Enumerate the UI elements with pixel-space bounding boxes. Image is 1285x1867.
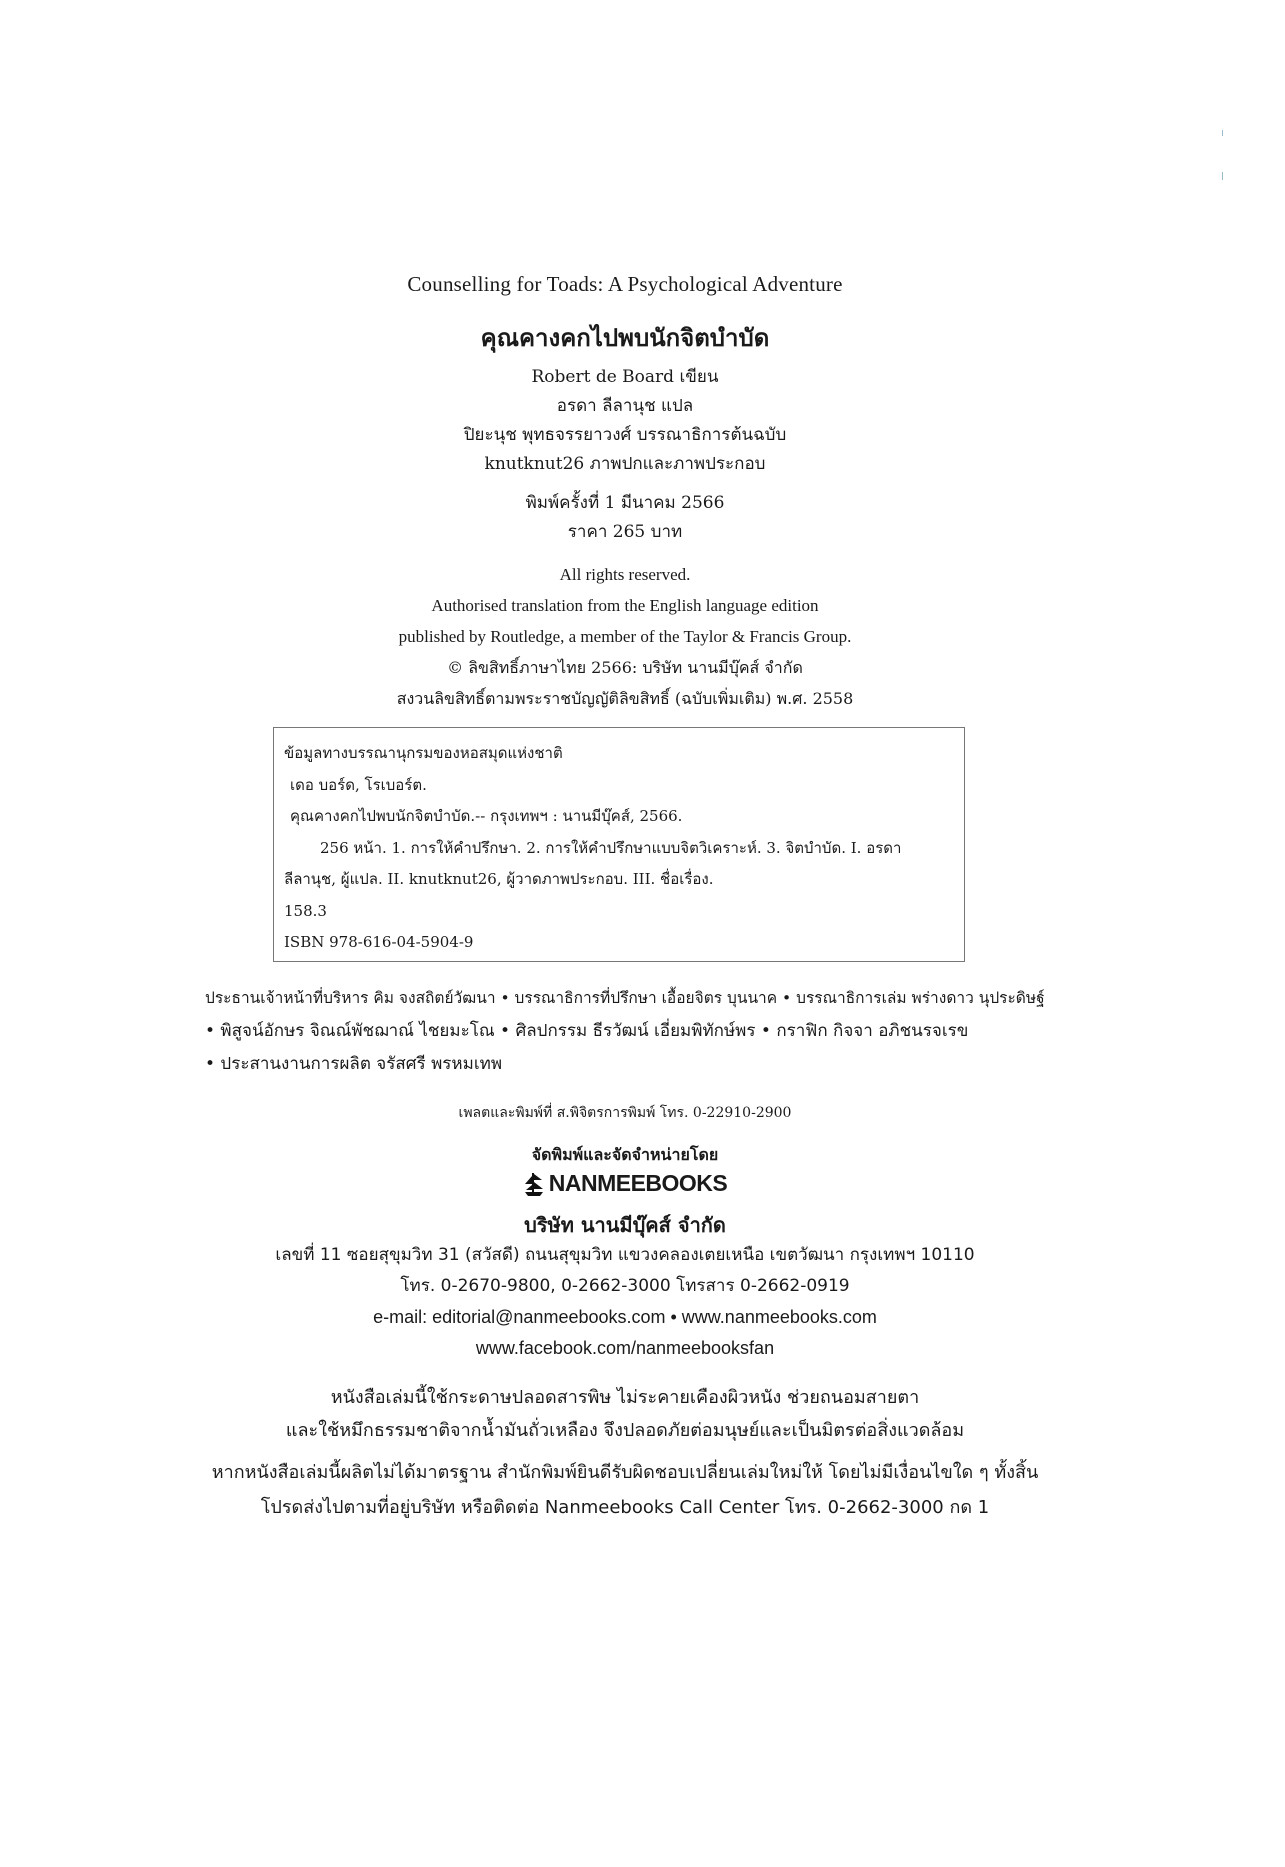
thai-copyright: © ลิขสิทธิ์ภาษาไทย 2566: บริษัท นานมีบุ๊คส์ จำกัด — [447, 658, 803, 677]
cip-subjects: 256 หน้า. 1. การให้คำปรึกษา. 2. การให้คำปรึกษาแบบจิตวิเคราะห์. 3. จิตบำบัด. I. อรดา — [320, 838, 902, 857]
contact-block — [0, 1240, 1250, 1364]
price: ราคา 265 บาท — [567, 522, 683, 542]
thai-title: คุณคางคกไปพบนักจิตบำบัด — [480, 324, 770, 352]
cip-classification: 158.3 — [284, 901, 327, 920]
english-title: Counselling for Toads: A Psychological Adventure — [407, 272, 843, 296]
rights-reserved: All rights reserved. — [559, 565, 691, 584]
ship-logo-icon — [523, 1172, 545, 1196]
cip-isbn: ISBN 978-616-04-5904-9 — [284, 933, 474, 951]
rights-block — [0, 559, 1250, 714]
phone-fax: โทร. 0-2670-9800, 0-2662-3000 โทรสาร 0-2662-0919 — [400, 1276, 850, 1296]
logo-wordmark: NANMEEBOOKS — [548, 1170, 728, 1196]
company-name: บริษัท นานมีบุ๊คส์ จำกัด — [524, 1213, 726, 1237]
credit-translator: อรดา ลีลานุช แปล — [556, 396, 694, 416]
cip-author: เดอ บอร์ด, โรเบอร์ต. — [290, 775, 427, 794]
scan-mark — [1222, 130, 1223, 136]
print-edition: พิมพ์ครั้งที่ 1 มีนาคม 2566 — [525, 493, 725, 513]
paper-note-line: และใช้หมึกธรรมชาติจากน้ำมันถั่วเหลือง จึงปลอดภัยต่อมนุษย์และเป็นมิตรต่อสิ่งแวดล้อม — [285, 1420, 965, 1441]
defect-note-line: หากหนังสือเล่มนี้ผลิตไม่ได้มาตรฐาน สำนักพิมพ์ยินดีรับผิดชอบเปลี่ยนเล่มใหม่ให้ โดยไม่มีเงื่อนไขใด ๆ ทั้งสิ้น — [211, 1462, 1039, 1483]
staff-line: • พิสูจน์อักษร จิณณ์พัชฌาณ์ ไชยมะโณ • ศิลปกรรม ธีรวัฒน์ เอี่ยมพิทักษ์พร • กราฟิก กิจจา อภิชนรจเรข — [205, 1021, 969, 1041]
printer-info: เพลตและพิมพ์ที่ ส.พิจิตรการพิมพ์ โทร. 0-22910-2900 — [458, 1105, 792, 1121]
credit-author: Robert de Board เขียน — [531, 367, 719, 387]
translation-note: Authorised translation from the English language edition — [431, 596, 819, 615]
defect-note — [0, 1455, 1250, 1525]
facebook-url: www.facebook.com/nanmeebooksfan — [475, 1338, 775, 1358]
staff-line: ประธานเจ้าหน้าที่บริหาร คิม จงสถิตย์วัฒนา • บรรณาธิการที่ปรึกษา เอื้อยจิตร บุนนาค • บรรณาธิการเล่ม พร่างดาว นุประดิษฐ์ — [205, 989, 1045, 1007]
paper-note-line: หนังสือเล่มนี้ใช้กระดาษปลอดสารพิษ ไม่ระคายเคืองผิวหนัง ช่วยถนอมสายตา — [330, 1387, 920, 1408]
address: เลขที่ 11 ซอยสุขุมวิท 31 (สวัสดี) ถนนสุขุมวิท แขวงคลองเตยเหนือ เขตวัฒนา กรุงเทพฯ 10110 — [275, 1245, 975, 1265]
credit-illustrator: knutknut26 ภาพปกและภาพประกอบ — [484, 454, 766, 474]
cip-heading: ข้อมูลทางบรรณานุกรมของหอสมุดแห่งชาติ — [284, 744, 563, 762]
credits-block — [0, 363, 1250, 479]
printing-info — [0, 489, 1250, 547]
email-website: e-mail: editorial@nanmeebooks.com • www.nanmeebooks.com — [373, 1307, 877, 1327]
cip-subjects-cont: ลีลานุช, ผู้แปล. II. knutknut26, ผู้วาดภาพประกอบ. III. ชื่อเรื่อง. — [284, 870, 714, 888]
scan-mark — [1222, 172, 1223, 180]
publisher-note: published by Routledge, a member of the Taylor & Francis Group. — [398, 627, 852, 646]
publisher-logo — [0, 1170, 1250, 1200]
defect-note-line: โปรดส่งไปตามที่อยู่บริษัท หรือติดต่อ Nanmeebooks Call Center โทร. 0-2662-3000 กด 1 — [260, 1497, 990, 1518]
credit-editor: ปิยะนุช พุทธจรรยาวงศ์ บรรณาธิการต้นฉบับ — [463, 425, 787, 445]
staff-credits — [205, 982, 1055, 1081]
copyright-act: สงวนลิขสิทธิ์ตามพระราชบัญญัติลิขสิทธิ์ (ฉบับเพิ่มเติม) พ.ศ. 2558 — [396, 689, 854, 708]
staff-line: • ประสานงานการผลิต จรัสศรี พรหมเทพ — [205, 1054, 503, 1074]
distributed-by-label: จัดพิมพ์และจัดจำหน่ายโดย — [531, 1145, 719, 1164]
cip-title: คุณคางคกไปพบนักจิตบำบัด.-- กรุงเทพฯ : นานมีบุ๊คส์, 2566. — [290, 807, 683, 825]
cip-data-box — [273, 727, 965, 962]
paper-note — [0, 1381, 1250, 1447]
